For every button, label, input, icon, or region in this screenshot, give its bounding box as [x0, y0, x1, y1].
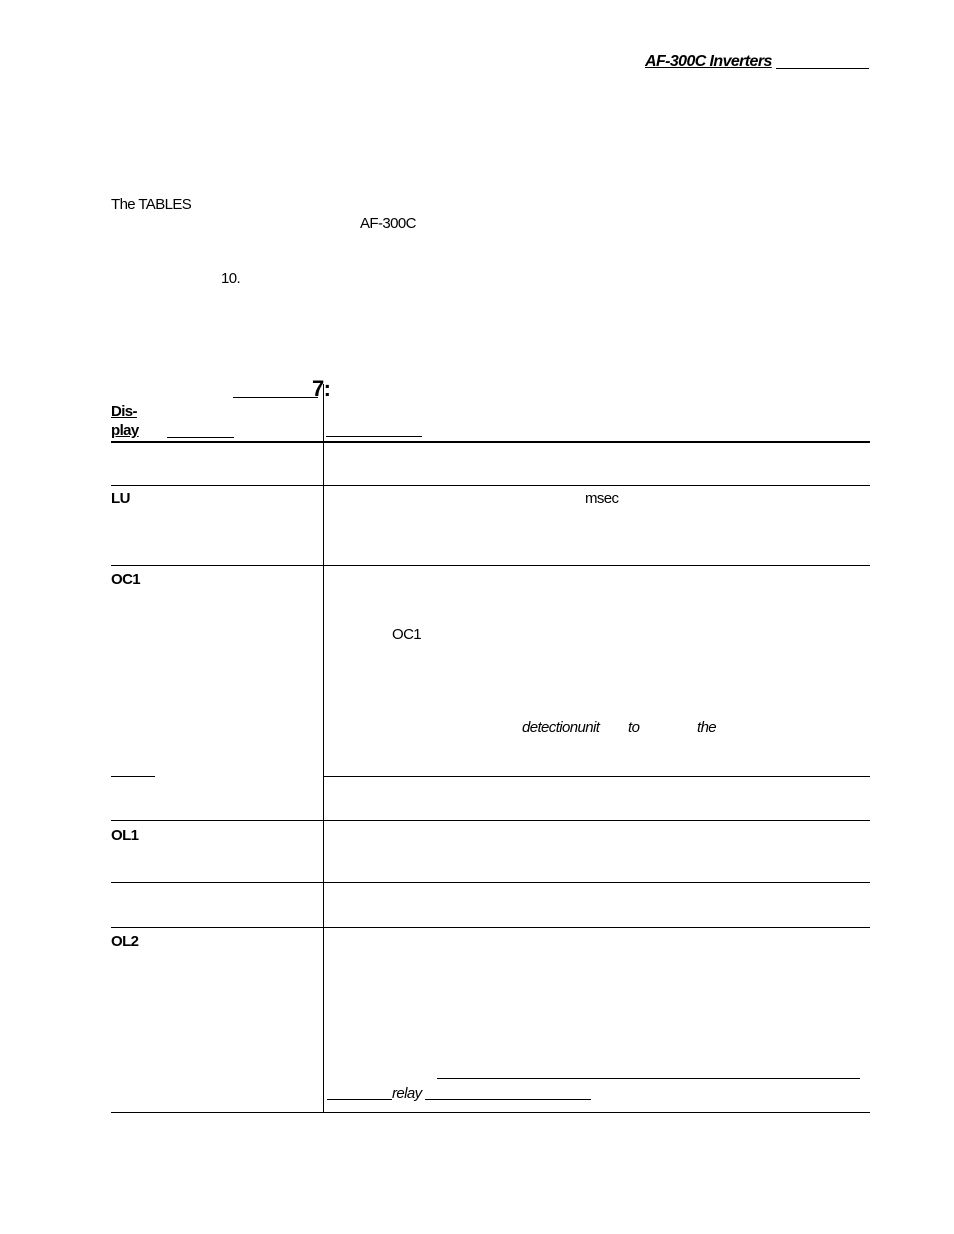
- table-bottom-rule: [111, 1112, 870, 1113]
- row-rule-1: [111, 485, 870, 486]
- table-row-desc-oc1-fragment-4: the: [697, 719, 717, 736]
- row-rule-3a: [111, 776, 155, 777]
- column-header-display-line1: Dis-: [111, 403, 137, 420]
- row-rule-4: [111, 820, 870, 821]
- table-header-rule: [111, 441, 870, 443]
- page-header-title: AF-300C Inverters: [645, 53, 772, 70]
- caption-underline: [233, 397, 318, 398]
- table-row-code-lu: LU: [111, 490, 130, 507]
- table-row-desc-oc1-fragment-1: OC1: [392, 626, 422, 643]
- table-row-desc-oc1-fragment-3: to: [628, 719, 640, 736]
- column-divider: [323, 384, 324, 1112]
- intro-fragment-model: AF-300C: [360, 215, 416, 232]
- ol2-desc-underline-3: [425, 1099, 591, 1100]
- column-header-underline-1: [167, 437, 234, 438]
- ol2-desc-underline-1: [437, 1078, 860, 1079]
- intro-fragment-tables: The TABLES: [111, 196, 192, 213]
- column-header-display-line2: play: [111, 422, 139, 439]
- table-row-code-oc1: OC1: [111, 571, 141, 588]
- ol2-desc-underline-2: [327, 1099, 392, 1100]
- header-rule: [776, 68, 869, 69]
- table-caption-fragment: 7:: [312, 376, 331, 401]
- row-rule-2: [111, 565, 870, 566]
- table-row-code-ol1: OL1: [111, 827, 139, 844]
- table-row-code-ol2: OL2: [111, 933, 139, 950]
- row-rule-6: [111, 927, 870, 928]
- row-rule-3b: [323, 776, 870, 777]
- table-row-desc-oc1-fragment-2: detectionunit: [522, 719, 600, 736]
- column-header-underline-2: [326, 436, 422, 437]
- row-rule-5: [111, 882, 870, 883]
- table-row-desc-lu-fragment: msec: [585, 490, 619, 507]
- intro-fragment-section-number: 10.: [221, 270, 241, 287]
- table-row-desc-ol2-fragment: relay: [392, 1085, 422, 1102]
